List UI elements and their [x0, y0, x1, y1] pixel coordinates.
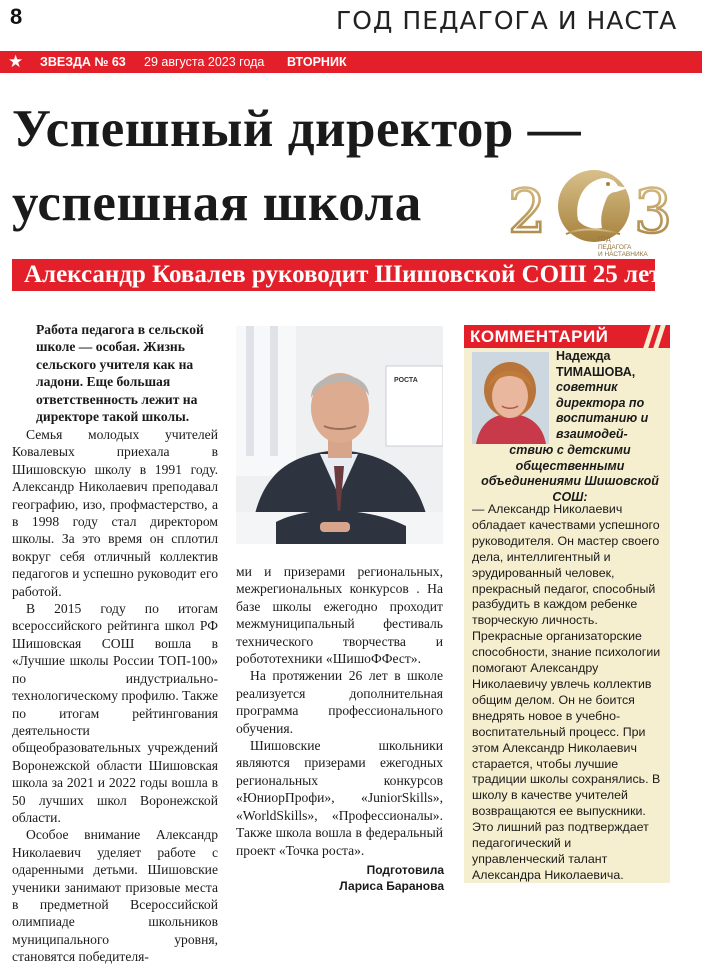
article-column-1	[12, 426, 218, 966]
year-of-teacher-logo	[508, 158, 696, 264]
paragraph: Шишовские школьники являются призерами ежегодных региональных конкурсов «ЮниорПрофи», «JuniorSkills», «WorldSkills», «Профессионалы». Также школа вошла в федеральный проект «Точка роста».	[236, 738, 443, 858]
article-headline	[12, 92, 581, 240]
commenter-name	[556, 349, 666, 443]
paper-issue: ЗВЕЗДА № 63	[40, 55, 126, 69]
star-icon: ★	[8, 52, 24, 72]
comment-body: — Александр Николаевич обладает качествами успешного руководителя. Он мастер своего дела, интеллигентный и эрудированный человек, прекрасный педагог, способный разбудить в каждом ребенке творческую личность. Прекрасные организаторские способности, знание психологии помогают Александру Николаевичу увлечь коллектив общим делом. Он не боится внедрять новое в учебно-воспитательный процесс. При этом Александр Николаевич старается, чтобы лучшие традиции школы сохранялись. В школу в качестве учителей возвращаются ее выпускники. Это лишний раз подтверждает педагогический и управленческий талант Александра Николаевича.	[472, 502, 661, 882]
photo-sign-text: РОСТА	[394, 377, 418, 384]
portrait-man-image	[236, 326, 443, 544]
portrait-woman-image	[472, 352, 549, 444]
paragraph: В 2015 году по итогам всероссийского рейтинга школ РФ Шишовская СОШ вошла в «Лучшие школы России ТОП-100» по индустриально-технологическому профилю. Также по итогам рейтингования деятельности общеобразовательных учреждений Воронежской области Шишовская школа за 2021 и 2022 годы вошла в 50 лучших школ Воронежской области.	[12, 601, 218, 825]
article-byline	[339, 862, 444, 894]
section-rubric: ГОД ПЕДАГОГА И НАСТА	[336, 6, 678, 35]
paragraph: ми и призерами региональных, межрегиональных конкурсов . На базе школы ежегодно проходит межмуниципальный фестиваль технического творчества и робототехники «ШишоФФест».	[236, 564, 443, 667]
commenter-last-name: ТИМАШОВА,	[556, 364, 636, 379]
logo-caption	[598, 236, 648, 259]
logo-caption-line: ГОД	[598, 236, 611, 243]
issue-date: 29 августа 2023 года	[144, 55, 265, 69]
svg-text:3: 3	[634, 177, 673, 247]
headline-line-1: Успешный директор —	[12, 100, 582, 158]
subheadline: Александр Ковалев руководит Шишовской СОШ 25 лет	[12, 259, 655, 291]
logo-caption-line: ПЕДАГОГА	[598, 243, 632, 251]
paragraph: Особое внимание Александр Николаевич уделяет работе с одаренными детьми. Шишовские ученики занимают призовые места в предметной Всероссийской олимпиаде школьников муниципального уровня, становятся победителя-	[12, 827, 218, 965]
director-photo	[236, 326, 443, 544]
commenter-role: ствию с детскими общественными объединениями Шишовской СОШ:	[481, 443, 659, 504]
commenter-role-start: советник директора по воспитанию и взаимодей-	[556, 380, 649, 441]
headline-line-2: успешная школа	[12, 174, 422, 232]
commenter-photo	[472, 352, 549, 444]
issue-weekday: ВТОРНИК	[287, 55, 347, 69]
byline-author: Лариса Баранова	[339, 879, 444, 893]
stripe-decor-icon	[653, 325, 665, 348]
svg-text:2: 2	[508, 177, 547, 247]
commenter-first-name: Надежда	[556, 349, 611, 363]
page-number: 8	[10, 4, 23, 29]
logo-caption-line: И НАСТАВНИКА	[598, 251, 648, 258]
byline-label: Подготовила	[366, 863, 444, 877]
paragraph: Семья молодых учителей Ковалевых приехала в Шишовскую школу в 1991 году. Александр Николаевич преподавал географию, изо, профмастерство, а в 1998 году стал директором школы. За это время он сплотил вокруг себя отличный коллектив педагогов и успешно руководит его работой.	[12, 427, 218, 599]
paragraph: На протяжении 26 лет в школе реализуется дополнительная программа профессионального обучения.	[236, 668, 443, 736]
article-column-2	[236, 563, 443, 859]
article-lead: Работа педагога в сельской школе — особая. Жизнь сельского учителя как на ладони. Еще большая ответственность лежит на директоре такой школы.	[36, 322, 204, 425]
comment-header: КОММЕНТАРИЙ	[470, 327, 609, 346]
